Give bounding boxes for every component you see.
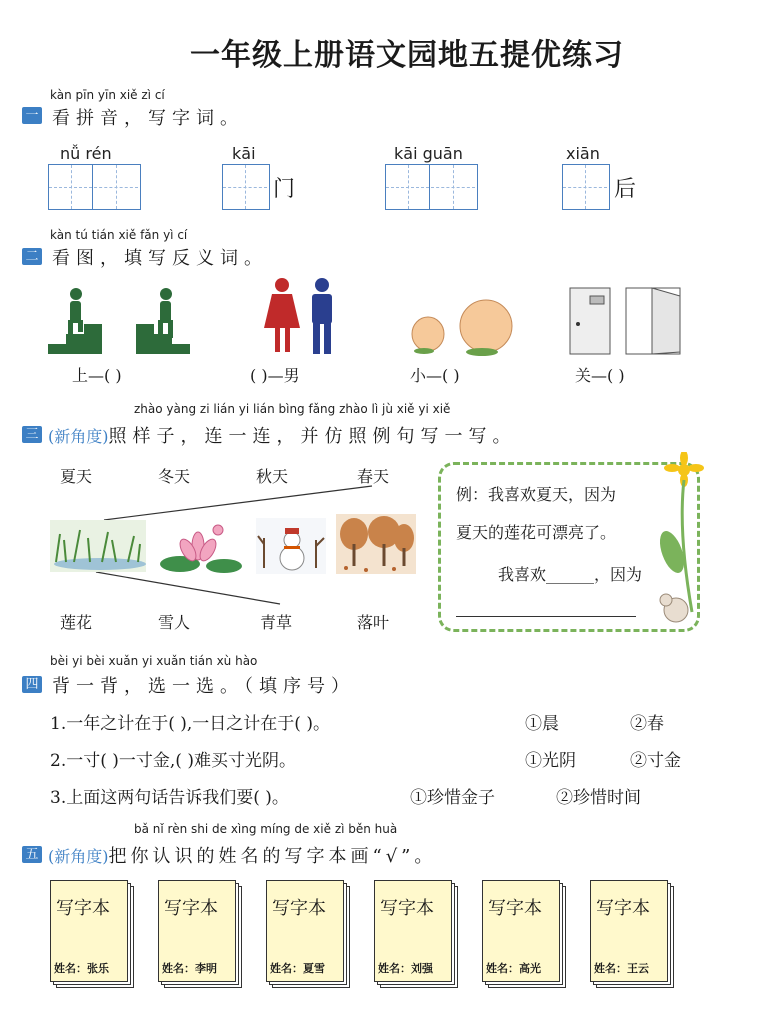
s4-q3-option-2: ②珍惜时间 [556,788,641,808]
notebook-title: 写字本 [56,898,110,919]
notebook-title: 写字本 [272,898,326,919]
season-spring: 春天 [357,467,390,486]
s4-q2-option-1: ①光阴 [525,751,576,771]
notebook-title: 写字本 [380,898,434,919]
fallen-leaves-picture-icon [336,514,416,574]
notebook-title: 写字本 [596,898,650,919]
s3-tag: (新角度) [48,427,109,446]
flower-mouse-icon [648,452,708,634]
example-line-2: 夏天的莲花可漂亮了。 [456,523,617,542]
s2-pinyin: kàn tú tián xiě fǎn yì cí [50,228,188,242]
s5-pinyin: bǎ nǐ rèn shi de xìng míng de xiě zì běn huà [134,822,398,836]
snowman-picture-icon [256,518,326,574]
s2-instruction: 看图，填写反义词。 [52,248,268,269]
answer-line[interactable] [456,616,636,617]
season-autumn: 秋天 [256,467,289,486]
thing-lotus: 莲花 [60,613,93,632]
antonym-label-small: 小—( ) [410,366,460,385]
notebook-name: 姓名：高光 [486,962,541,975]
season-summer: 夏天 [60,467,93,486]
page-title: 一年级上册语文园地五提优练习 [190,38,624,73]
example-line-1: 例：我喜欢夏天，因为 [456,485,617,504]
notebook-title: 写字本 [488,898,542,919]
lotus-picture-icon [158,520,244,574]
notebook-name: 姓名：刘强 [378,962,433,975]
s1-item4-pinyin: xiān [566,144,600,163]
notebook-title: 写字本 [164,898,218,919]
s4-question-2: 2.一寸( )一寸金,( )难买寸光阴。 [50,751,296,771]
s1-item4-suffix: 后 [614,177,637,202]
s4-badge: 四 [22,676,42,693]
thing-leaves: 落叶 [357,613,390,632]
s4-question-1: 1.一年之计在于( ),一日之计在于( )。 [50,714,330,734]
s4-q2-option-2: ②寸金 [630,751,681,771]
s4-q1-option-1: ①晨 [525,714,559,734]
grass-picture-icon [50,520,146,572]
s2-badge: 二 [22,248,42,265]
notebook-2[interactable] [158,880,242,988]
notebook-1[interactable] [50,880,134,988]
s5-instruction: 把你认识的姓名的写字本画“√”。 [108,846,437,867]
notebook-6[interactable] [590,880,674,988]
s4-q1-option-2: ②春 [630,714,664,734]
season-winter: 冬天 [158,467,191,486]
s5-tag: (新角度) [48,847,109,866]
antonym-label-up: 上—( ) [72,366,122,385]
notebook-name: 姓名：王云 [594,962,649,975]
s3-instruction: 照样子，连一连，并仿照例句写一写。 [108,426,517,447]
s1-item2-suffix: 门 [273,177,296,202]
notebook-name: 姓名：夏雪 [270,962,325,975]
s1-pinyin: kàn pīn yīn xiě zì cí [50,88,165,102]
example-line-3[interactable]: 我喜欢______，因为 [498,565,643,584]
notebook-4[interactable] [374,880,458,988]
antonym-label-close: 关—( ) [575,366,625,385]
thing-grass: 青草 [260,613,293,632]
s1-item1-pinyin: nǚ rén [60,144,112,163]
s1-item3-pinyin: kāi guān [394,144,463,163]
antonym-label-male: ( )—男 [250,366,300,385]
notebook-name: 姓名：张乐 [54,962,109,975]
s5-badge: 五 [22,846,42,863]
s4-question-3: 3.上面这两句话告诉我们要( )。 [50,788,289,808]
notebook-name: 姓名：李明 [162,962,217,975]
s4-q3-option-1: ①珍惜金子 [410,788,495,808]
s1-item2-pinyin: kāi [232,144,256,163]
thing-snowman: 雪人 [158,613,191,632]
s4-instruction: 背一背，选一选。（填序号） [52,676,355,697]
s4-pinyin: bèi yi bèi xuǎn yi xuǎn tián xù hào [50,654,258,668]
s3-pinyin: zhào yàng zi lián yi lián bìng fǎng zhào lì jù xiě yi xiě [134,402,451,416]
notebook-5[interactable] [482,880,566,988]
notebook-3[interactable] [266,880,350,988]
s1-badge: 一 [22,107,42,124]
s3-badge: 三 [22,426,42,443]
s1-instruction: 看拼音，写字词。 [52,108,244,129]
